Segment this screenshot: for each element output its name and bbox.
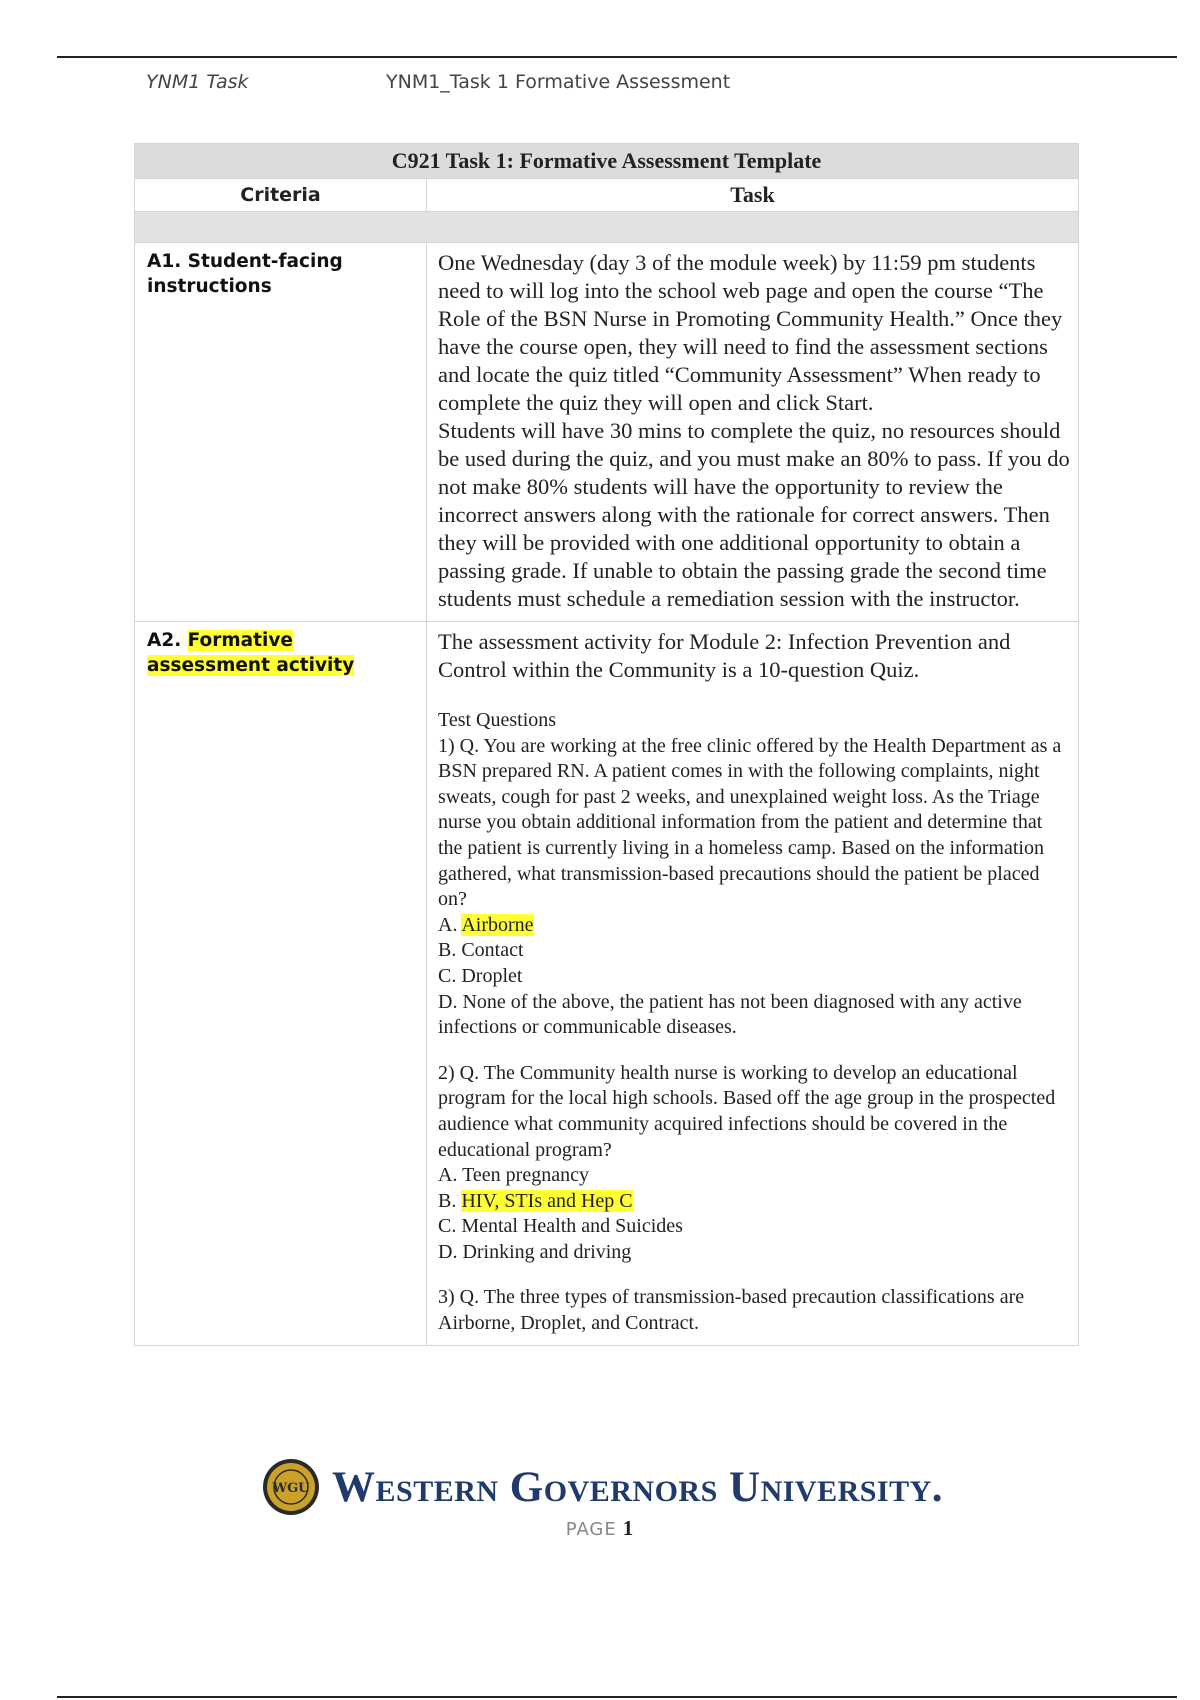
university-name: Western Governors University. bbox=[332, 1463, 944, 1511]
criteria-a2-highlight: Formative assessment activity bbox=[147, 630, 355, 676]
criteria-a2-prefix: A2. bbox=[147, 630, 182, 651]
criteria-a2 bbox=[135, 622, 427, 1346]
task-a1 bbox=[427, 243, 1079, 622]
header-right: YNM1_Task 1 Formative Assessment bbox=[386, 71, 731, 93]
a2-intro: The assessment activity for Module 2: Infection Prevention and Control within the Community is a 10-question Quiz. bbox=[438, 629, 1011, 682]
spacer-row bbox=[135, 212, 1079, 243]
test-questions-label: Test Questions bbox=[438, 709, 557, 731]
q1-option-a: A. Airborne bbox=[438, 913, 534, 936]
criteria-a1: A1. Student-facing instructions bbox=[135, 243, 427, 622]
task-header: Task bbox=[427, 179, 1079, 212]
criteria-header: Criteria bbox=[135, 179, 427, 212]
header-rule bbox=[57, 56, 1177, 58]
a1-paragraph-2: Students will have 30 mins to complete the quiz, no resources should be used during the quiz, and you must make an 80% to pass. If you do not make 80% students will have the opportunity to review the incorrect answers along with the rationale for correct answers. Then they will be provided with one additional opportunity to obtain a passing grade. If unable to obtain the passing grade the second time students must schedule a remediation session with the instructor. bbox=[438, 418, 1070, 611]
q1-answer-highlight: Airborne bbox=[461, 913, 534, 936]
q1-option-d: D. None of the above, the patient has not been diagnosed with any active infections or communicable diseases. bbox=[438, 990, 1022, 1039]
q1-option-c: C. Droplet bbox=[438, 964, 523, 987]
q2-option-c: C. Mental Health and Suicides bbox=[438, 1215, 683, 1238]
header-left: YNM1 Task bbox=[146, 71, 249, 93]
q3-text: 3) Q. The three types of transmission-based precaution classifications are Airborne, Droplet, and Contract. bbox=[438, 1286, 1025, 1335]
q2-option-b: B. HIV, STIs and Hep C bbox=[438, 1189, 633, 1212]
page-label: PAGE bbox=[565, 1519, 617, 1540]
q2-text: 2) Q. The Community health nurse is working to develop an educational program for the local high schools. Based off the age group in the prospected audience what community acquired infections should be covered in the educational program? bbox=[438, 1061, 1056, 1161]
a1-paragraph-1: One Wednesday (day 3 of the module week) by 11:59 pm students need to will log into the school web page and open the course “The Role of the BSN Nurse in Promoting Community Health.” Once they have the course open, they will need to find the assessment sections and locate the quiz titled “Community Assessment” When ready to complete the quiz they will open and click Start. bbox=[438, 250, 1063, 415]
page-footer bbox=[0, 1516, 1200, 1541]
q2-option-d: D. Drinking and driving bbox=[438, 1240, 632, 1263]
assessment-template-table bbox=[134, 143, 1079, 1346]
q2-option-a: A. Teen pregnancy bbox=[438, 1164, 589, 1187]
university-seal-icon bbox=[262, 1458, 320, 1516]
table-row-a1 bbox=[135, 243, 1079, 622]
footer-rule bbox=[57, 1696, 1177, 1698]
q2-answer-highlight: HIV, STIs and Hep C bbox=[461, 1189, 633, 1212]
svg-text:WGU: WGU bbox=[272, 1481, 310, 1496]
task-a2 bbox=[427, 622, 1079, 1346]
q1-text: 1) Q. You are working at the free clinic offered by the Health Department as a BSN prepared RN. A patient comes in with the following complaints, night sweats, cough for past 2 weeks, and unexplained weight loss. As the Triage nurse you obtain additional information from the patient and determine that the patient is currently living in a homeless camp. Based on the information gathered, what transmission-based precautions should the patient be placed on? bbox=[438, 734, 1062, 911]
q1-option-b: B. Contact bbox=[438, 939, 524, 962]
table-title: C921 Task 1: Formative Assessment Template bbox=[135, 144, 1079, 179]
wgu-logo bbox=[262, 1456, 942, 1518]
page-number: 1 bbox=[622, 1516, 635, 1540]
table-row-a2 bbox=[135, 622, 1079, 1346]
